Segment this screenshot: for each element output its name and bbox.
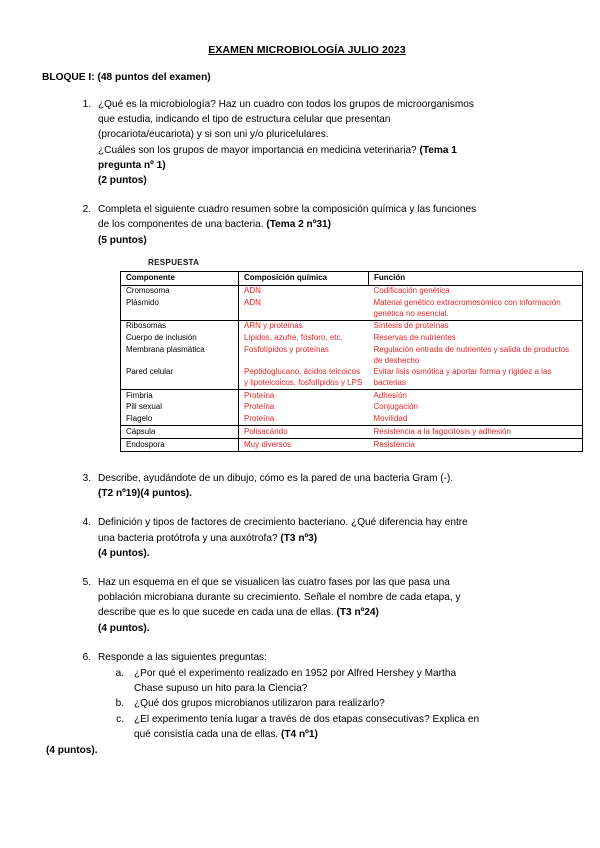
question-number: 3. — [82, 473, 91, 484]
table-cell-funcion: Material genético extracromosómico con información genética no esencial. — [369, 297, 583, 320]
subquestion-letter: b. — [115, 698, 124, 710]
question-line-plain: de los componentes de una bacteria. — [98, 219, 267, 231]
question-line-mixed — [134, 727, 560, 742]
question-reference: (T3 nº3) — [280, 532, 318, 544]
question-points: (4 puntos). — [98, 622, 150, 634]
subquestion-text — [134, 666, 560, 696]
question-text — [98, 202, 560, 248]
question-line: Describe, ayudándote de un dibujo, cómo es la pared de una bacteria Gram (-). — [98, 473, 454, 484]
question-list — [40, 97, 570, 758]
table-header-row — [121, 272, 583, 286]
question-reference: (T4 nº1) — [281, 728, 318, 740]
question-item — [40, 97, 560, 188]
table-cell-funcion: Resistencia — [369, 439, 583, 452]
table-cell-composicion: ARN y proteínas — [239, 320, 369, 332]
question-number: 6. — [82, 651, 91, 663]
table-cell-funcion: Evitar lisis osmótica y aportar forma y rigidez a las bacterias — [369, 367, 583, 390]
question-line-plain: describe que es lo que sucede en cada una de ellas. — [98, 607, 337, 619]
question-number: 1. — [82, 99, 91, 110]
question-line: Responde a las siguientes preguntas: — [98, 651, 267, 663]
question-line-plain: qué consistía cada una de ellas. — [134, 728, 282, 740]
question-line: (procariota/eucariota) y si son uni y/o pluricelulares. — [98, 129, 329, 141]
table-row — [121, 320, 583, 332]
table-spacer — [120, 452, 582, 457]
question-text — [98, 575, 560, 636]
question-line: Chase supuso un hito para la Ciencia? — [134, 683, 308, 695]
table-cell-funcion: Conjugación — [369, 402, 583, 414]
question-points: (5 puntos) — [98, 234, 147, 246]
question-item — [40, 650, 560, 758]
question-line-plain: ¿Cuáles son los grupos de mayor importancia en medicina veterinaria? — [98, 144, 420, 156]
question-line: Definición y tipos de factores de crecimiento bacteriano. ¿Qué diferencia hay entre — [98, 517, 468, 529]
question-line: ¿Qué dos grupos microbianos utilizaron para realizarlo? — [134, 698, 385, 710]
table-cell-funcion: Movilidad — [369, 414, 583, 426]
question-text — [98, 97, 560, 188]
table-cell-componente: Plásmido — [121, 297, 239, 320]
subquestion-item — [98, 696, 560, 711]
table-row — [121, 367, 583, 390]
table-cell-componente: Pared celular — [121, 367, 239, 390]
question-points: (2 puntos) — [98, 175, 147, 187]
subquestion-list — [98, 666, 560, 742]
question-item — [40, 515, 560, 561]
table-row — [121, 439, 583, 452]
table-row — [121, 297, 583, 320]
question-line-mixed — [98, 143, 560, 158]
table-cell-funcion: Adhesión — [369, 390, 583, 402]
table-column-header: Composición química — [239, 272, 369, 286]
table-cell-componente: Cuerpo de inclusión — [121, 333, 239, 345]
table-cell-componente: Flagelo — [121, 414, 239, 426]
table-row — [121, 333, 583, 345]
table-cell-composicion: Fosfolípidos y proteínas — [239, 344, 369, 366]
question-item — [40, 202, 570, 457]
question-line-mixed — [98, 531, 560, 546]
table-cell-composicion: Muy diversos — [239, 439, 369, 452]
table-cell-composicion: Lípidos, azufre, fósforo, etc. — [239, 333, 369, 345]
question-line-plain: una bacteria protótrofa y una auxótrofa? — [98, 532, 281, 544]
table-cell-composicion: Polisacárido — [239, 426, 369, 439]
question-points: (4 puntos). — [46, 745, 98, 757]
subquestion-letter: a. — [115, 668, 124, 680]
table-cell-composicion: ADN — [239, 285, 369, 297]
question-number: 4. — [82, 517, 91, 529]
table-cell-composicion: Proteína — [239, 402, 369, 414]
table-row — [121, 390, 583, 402]
question-line: ¿El experimento tenía lugar a través de dos etapas consecutivas? Explica en — [134, 713, 480, 725]
subquestion-item — [98, 666, 560, 696]
subquestion-text — [134, 696, 560, 711]
table-row — [121, 344, 583, 366]
table-cell-funcion: Reservas de nutrientes — [369, 333, 583, 345]
subquestion-text — [134, 712, 560, 742]
table-row — [121, 402, 583, 414]
question-line: que estudia, indicando el tipo de estructura celular que presentan — [98, 114, 391, 126]
table-cell-componente: Membrana plasmática — [121, 344, 239, 366]
question-points: (4 puntos). — [98, 547, 150, 559]
question-text — [98, 515, 560, 561]
block-heading: BLOQUE I: (48 puntos del examen) — [42, 72, 211, 83]
answer-table-wrapper — [120, 255, 582, 457]
question-line-mixed — [98, 217, 560, 232]
table-cell-funcion: Síntesis de proteínas — [369, 320, 583, 332]
table-column-header: Función — [369, 272, 583, 286]
answer-label: RESPUESTA — [148, 257, 200, 267]
table-cell-composicion: Proteína — [239, 414, 369, 426]
question-number: 2. — [82, 204, 91, 216]
table-cell-componente: Fimbria — [121, 390, 239, 402]
question-number: 5. — [82, 577, 91, 589]
question-line: ¿Por qué el experimento realizado en 1952 por Alfred Hershey y Martha — [134, 668, 457, 680]
table-cell-composicion: Peptidoglucano, ácidos teicoicos y lipoteicoicos, fosfolípidos y LPS — [239, 367, 369, 390]
question-line: población microbiana durante su crecimiento. Señale el nombre de cada etapa, y — [98, 592, 461, 604]
table-cell-componente: Pili sexual — [121, 402, 239, 414]
question-line: Completa el siguiente cuadro resumen sobre la composición química y las funciones — [98, 204, 477, 216]
question-line-mixed — [98, 605, 560, 620]
question-text — [98, 650, 560, 665]
table-column-header: Componente — [121, 272, 239, 286]
question-reference: (Tema 1 — [419, 144, 457, 156]
table-cell-componente: Cápsula — [121, 426, 239, 439]
table-cell-funcion: Codificación genética — [369, 285, 583, 297]
question-reference: (T3 nº24) — [336, 607, 379, 619]
table-row — [121, 285, 583, 297]
question-points: pregunta nº 1) — [98, 159, 166, 171]
question-item — [40, 575, 560, 636]
table-cell-componente: Ribosomas — [121, 320, 239, 332]
page-title: EXAMEN MICROBIOLOGÍA JULIO 2023 — [208, 44, 406, 56]
table-cell-funcion: Regulación entrada de nutrientes y salida de productos de deshecho — [369, 344, 583, 366]
table-row — [121, 426, 583, 439]
subquestion-letter: c. — [116, 713, 124, 725]
table-row — [121, 414, 583, 426]
question-line: Haz un esquema en el que se visualicen las cuatro fases por las que pasa una — [98, 577, 450, 589]
question-reference: (Tema 2 nº31) — [266, 219, 331, 231]
table-cell-composicion: Proteína — [239, 390, 369, 402]
answer-table — [120, 271, 583, 452]
question-text — [98, 471, 560, 501]
table-cell-composicion: ADN — [239, 297, 369, 320]
question-item — [40, 471, 560, 501]
subquestion-item — [98, 712, 560, 742]
table-cell-componente: Endospora — [121, 439, 239, 452]
table-cell-funcion: Resistencia a la fagocitosis y adhesión — [369, 426, 583, 439]
question-line: ¿Qué es la microbiología? Haz un cuadro con todos los grupos de microorganismos — [98, 99, 474, 110]
question-points: (T2 nº19)(4 puntos). — [98, 488, 192, 500]
table-cell-componente: Cromosoma — [121, 285, 239, 297]
